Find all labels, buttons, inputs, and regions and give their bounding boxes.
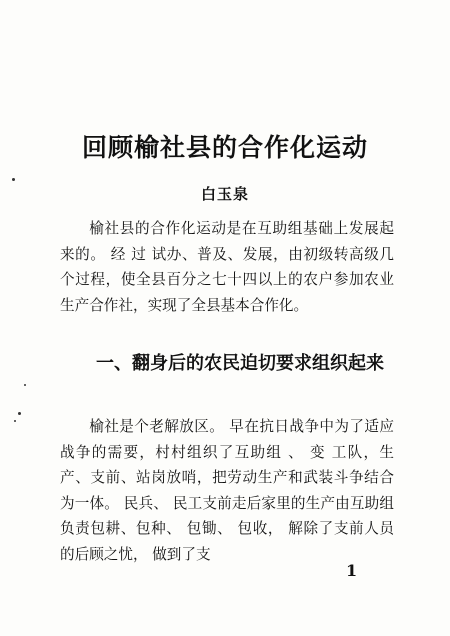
scan-speck bbox=[18, 412, 21, 415]
page-number: 1 bbox=[346, 561, 358, 580]
author-name: 白玉泉 bbox=[200, 185, 249, 203]
section-heading: 一、翻身后的农民迫切要求组织起来 bbox=[96, 353, 384, 374]
intro-paragraph: 榆社县的合作化运动是在互助组基础上发展起来的。 经 过 试办、普及、发展，由初级转高级几个过程，使全县百分之七十四以上的农户参加农业生产合作社，实现了全县基本合作化。 bbox=[60, 220, 394, 314]
scan-speck bbox=[14, 420, 16, 422]
scan-speck bbox=[12, 178, 15, 181]
section-paragraph: 榆社是个老解放区。 早在抗日战争中为了适应战争的需要，村村组织了互助组 、 变 工队，生产、支前、站岗放哨，把劳动生产和武装斗争结合为一体。 民兵、 民工支前走后家里的生产由互助组负责包耕、包种、 包锄、 包收， 解除了支前人员的后顾之忧， 做到了支 bbox=[60, 418, 394, 563]
document-title: 回顾榆社县的合作化运动 bbox=[81, 133, 368, 162]
scan-speck bbox=[24, 384, 26, 386]
